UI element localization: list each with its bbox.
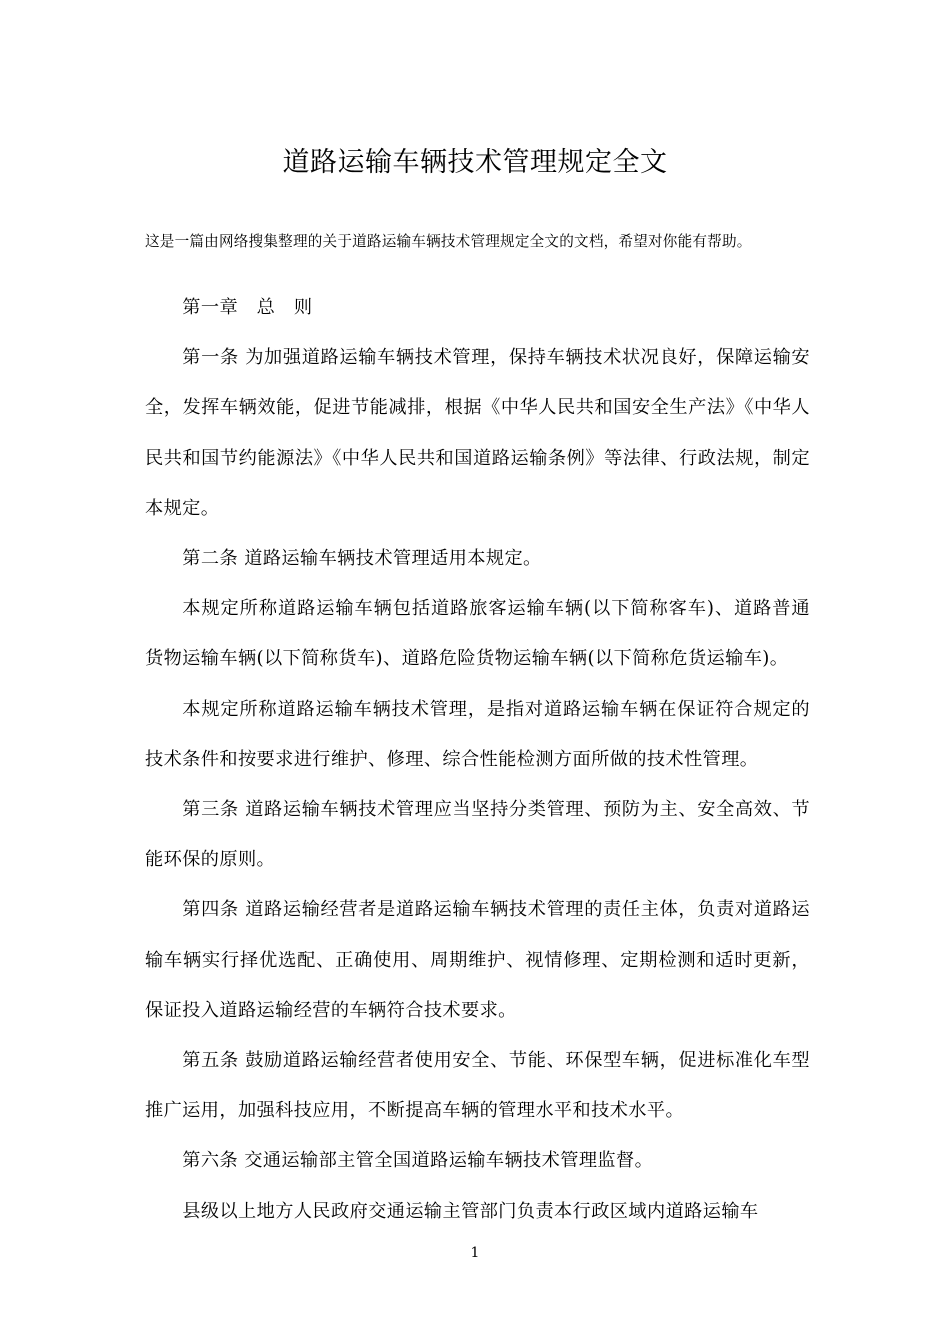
article-4-paragraph: 第四条 道路运输经营者是道路运输车辆技术管理的责任主体，负责对道路运输车辆实行择优选配、正确使用、周期维护、视情修理、定期检测和适时更新，保证投入道路运输经营的车辆符合技术要求。 [145,899,810,1021]
local-authority-paragraph: 县级以上地方人民政府交通运输主管部门负责本行政区域内道路运输车 [182,1200,759,1222]
article-3-paragraph: 第三条 道路运输车辆技术管理应当坚持分类管理、预防为主、安全高效、节能环保的原则。 [145,799,810,871]
page-number: 1 [470,1245,480,1261]
vehicle-definition-paragraph: 本规定所称道路运输车辆包括道路旅客运输车辆(以下简称客车)、道路普通货物运输车辆(以下简称货车)、道路危险货物运输车辆(以下简称危货运输车)。 [145,598,810,670]
document-title: 道路运输车辆技术管理规定全文 [282,147,668,178]
article-2-paragraph: 第二条 道路运输车辆技术管理适用本规定。 [182,548,542,570]
article-1-paragraph: 第一条 为加强道路运输车辆技术管理，保持车辆技术状况良好，保障运输安全，发挥车辆效能，促进节能减排，根据《中华人民共和国安全生产法》《中华人民共和国节约能源法》《中华人民共和国道路运输条例》等法律、行政法规，制定本规定。 [145,347,810,519]
article-6-paragraph: 第六条 交通运输部主管全国道路运输车辆技术管理监督。 [182,1150,654,1172]
chapter-heading: 第一章 总 则 [182,297,313,318]
article-5-paragraph: 第五条 鼓励道路运输经营者使用安全、节能、环保型车辆，促进标准化车型推广运用，加强科技应用，不断提高车辆的管理水平和技术水平。 [145,1050,810,1122]
intro-paragraph: 这是一篇由网络搜集整理的关于道路运输车辆技术管理规定全文的文档，希望对你能有帮助。 [145,233,752,250]
management-definition-paragraph: 本规定所称道路运输车辆技术管理，是指对道路运输车辆在保证符合规定的技术条件和按要求进行维护、修理、综合性能检测方面所做的技术性管理。 [145,698,810,770]
document-body [145,283,810,1237]
